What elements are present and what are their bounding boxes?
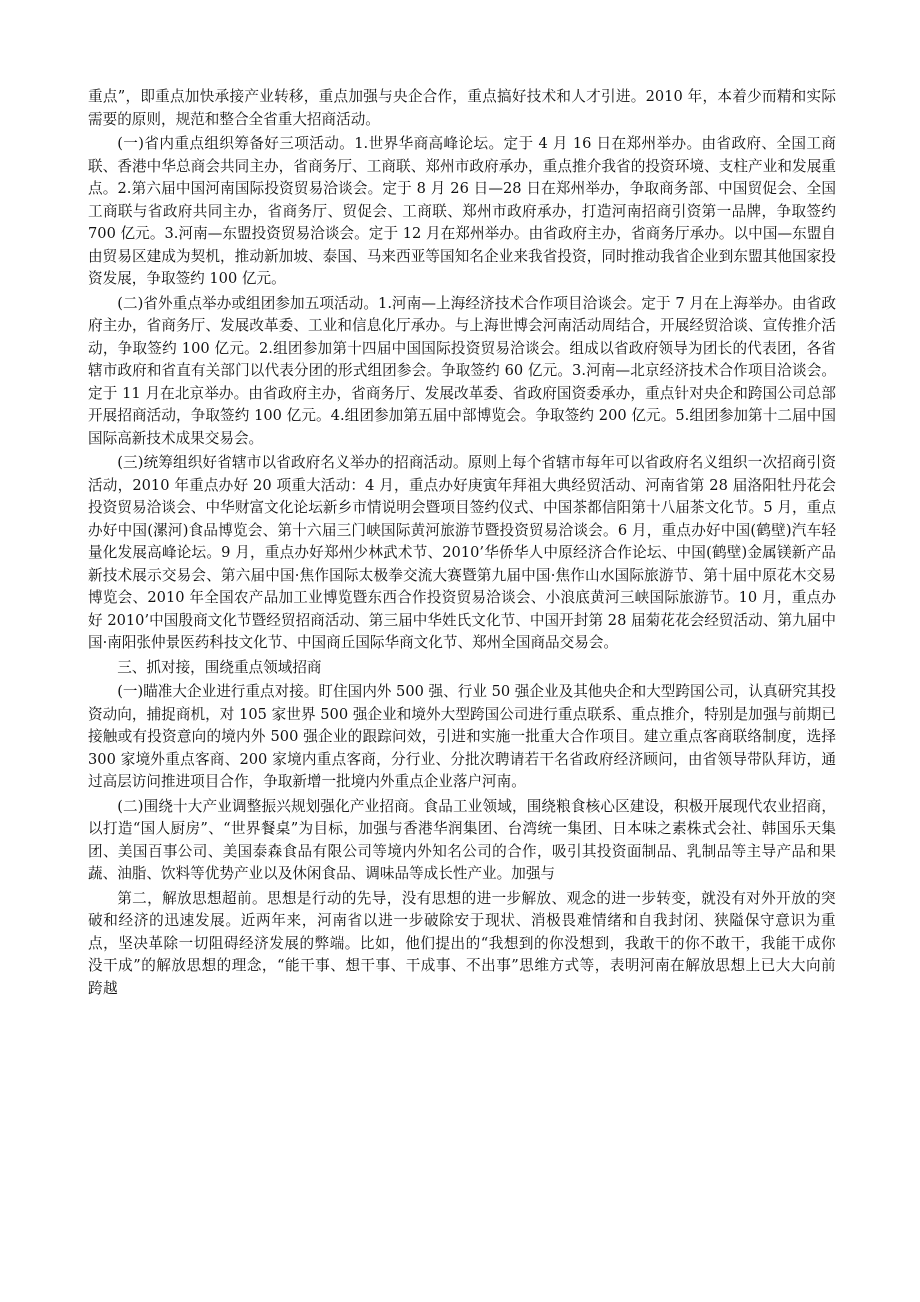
document-body — [88, 86, 836, 1002]
paragraph-provincial-events: (一)省内重点组织筹备好三项活动。1.世界华商高峰论坛。定于 4 月 16 日在郑州举办。由省政府、全国工商联、香港中华总商会共同主办，省商务厅、工商联、郑州市政府承办，重点推介我省的投资环境、支柱产业和发展重点。2.第六届中国河南国际投资贸易洽谈会。定于 8 月 26 日—28 日在郑州举办，争取商务部、中国贸促会、全国工商联与省政府共同主办，省商务厅、贸促会、工商联、郑州市政府承办，打造河南招商引资第一品牌，争取签约 700 亿元。3.河南—东盟投资贸易洽谈会。定于 12 月在郑州举办。由省政府主办，省商务厅承办。以中国—东盟自由贸易区建成为契机，推动新加坡、泰国、马来西亚等国知名企业来我省投资，同时推动我省企业到东盟其他国家投资发展，争取签约 100 亿元。 — [88, 135, 836, 287]
paragraph-continuation: 重点”，即重点加快承接产业转移，重点加强与央企合作，重点搞好技术和人才引进。2010 年，本着少而精和实际需要的原则，规范和整合全省重大招商活动。 — [88, 88, 836, 128]
paragraph-external-events: (二)省外重点举办或组团参加五项活动。1.河南—上海经济技术合作项目洽谈会。定于 7 月在上海举办。由省政府主办，省商务厅、发展改革委、工业和信息化厅承办。与上海世博会河南活动周结合，开展经贸洽谈、宣传推介活动，争取签约 100 亿元。2.组团参加第十四届中国国际投资贸易洽谈会。组成以省政府领导为团长的代表团，各省辖市政府和省直有关部门以代表分团的形式组团参会。争取签约 60 亿元。3.河南—北京经济技术合作项目洽谈会。定于 11 月在北京举办。由省政府主办，省商务厅、发展改革委、省政府国资委承办，重点针对央企和跨国公司总部开展招商活动，争取签约 100 亿元。4.组团参加第五届中部博览会。争取签约 200 亿元。5.组团参加第十二届中国国际高新技术成果交易会。 — [88, 294, 836, 447]
paragraph-major-enterprises: (一)瞄准大企业进行重点对接。盯住国内外 500 强、行业 50 强企业及其他央企和大型跨国公司，认真研究其投资动向，捕捉商机，对 105 家世界 500 强企业和境外大型跨国公司进行重点联系、重点推介，特别是加强与前期已接触或有投资意向的境内外 500 强企业的跟踪问效，引进和实施一批重大合作项目。建立重点客商联络制度，选择 300 家境外重点客商、200 家境内重点客商，分行业、分批次聘请若干名省政府经济顾问，由省领导带队拜访，通过高层访问推进项目合作，争取新增一批境内外重点企业落户河南。 — [88, 683, 836, 790]
paragraph-emancipation: 第二，解放思想超前。思想是行动的先导，没有思想的进一步解放、观念的进一步转变，就没有对外开放的突破和经济的迅速发展。近两年来，河南省以进一步破除安于现状、消极畏难情绪和自我封闭、狭隘保守意识为重点，坚决革除一切阻碍经济发展的弊端。比如，他们提出的“我想到的你没想到，我敢干的你不敢干，我能干成你没干成”的解放思想的理念，“能干事、想干事、干成事、不出事”思维方式等，表明河南在解放思想上已大大向前跨越 — [88, 889, 836, 997]
paragraph-city-events: (三)统筹组织好省辖市以省政府名义举办的招商活动。原则上每个省辖市每年可以省政府名义组织一次招商引资活动，2010 年重点办好 20 项重大活动：4 月，重点办好庚寅年拜祖大典经贸活动、河南省第 28 届洛阳牡丹花会投资贸易洽谈会、中华财富文化论坛新乡市情说明会暨项目签约仪式、中国茶都信阳第十八届茶文化节。5 月，重点办好中国(漯河)食品博览会、第十六届三门峡国际黄河旅游节暨投资贸易洽谈会。6 月，重点办好中国(鹤壁)汽车轻量化发展高峰论坛。9 月，重点办好郑州少林武术节、2010’华侨华人中原经济合作论坛、中国(鹤壁)金属镁新产品新技术展示交易会、第六届中国·焦作国际太极拳交流大赛暨第九届中国·焦作山水国际旅游节、第十届中原花木交易博览会、2010 年全国农产品加工业博览暨东西合作投资贸易洽谈会、小浪底黄河三峡国际旅游节。10 月，重点办好 2010’中国殷商文化节暨经贸招商活动、第三届中华姓氏文化节、中国开封第 28 届菊花花会经贸活动、第九届中国·南阳张仲景医药科技文化节、中国商丘国际华商文化节、郑州全国商品交易会。 — [88, 454, 836, 651]
section-heading: 三、抓对接，围绕重点领域招商 — [117, 658, 322, 676]
paragraph-industry-investment: (二)围绕十大产业调整振兴规划强化产业招商。食品工业领域，围绕粮食核心区建设，积极开展现代农业招商，以打造“国人厨房”、“世界餐桌”为目标，加强与香港华润集团、台湾统一集团、日本味之素株式会社、韩国乐天集团、美国百事公司、美国泰森食品有限公司等境内外知名公司的合作，吸引其投资面制品、乳制品等主导产品和果蔬、油脂、饮料等优势产业以及休闲食品、调味品等成长性产业。加强与 — [88, 797, 836, 882]
